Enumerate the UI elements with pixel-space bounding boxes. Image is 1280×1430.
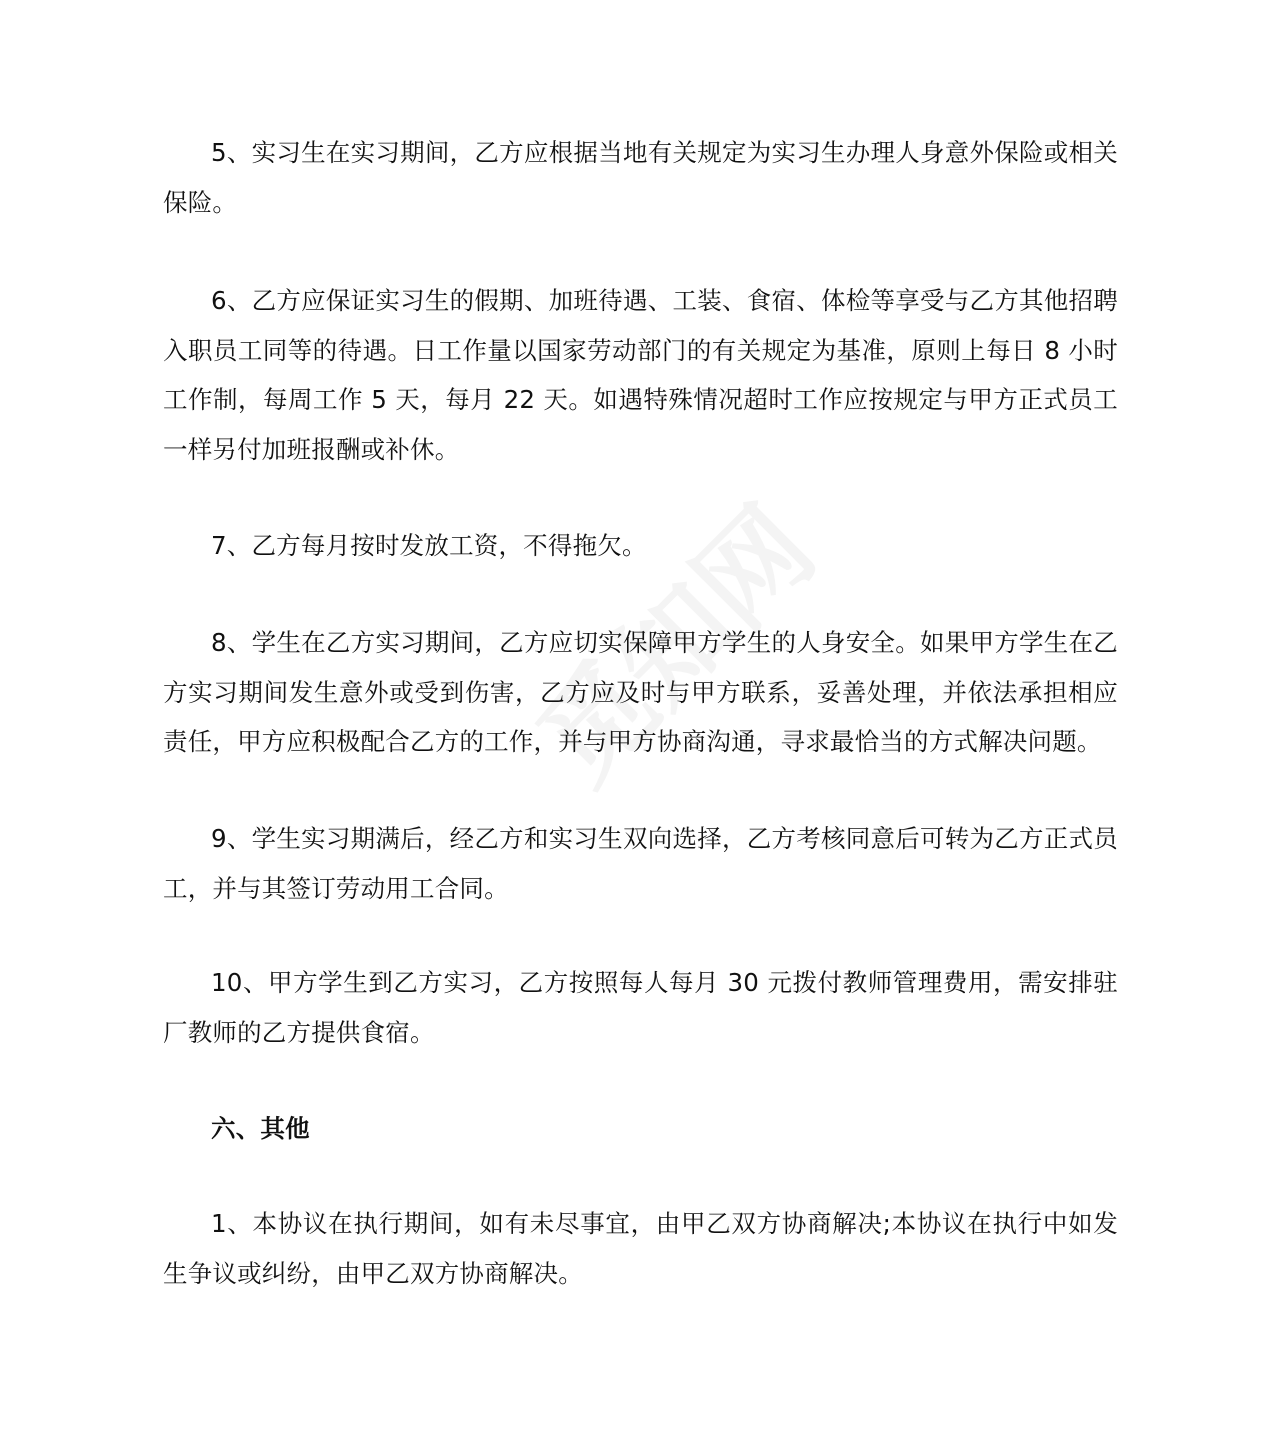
paragraph-10: 10、甲方学生到乙方实习，乙方按照每人每月 30 元拨付教师管理费用，需安排驻厂教师的乙方提供食宿。: [163, 968, 1118, 1047]
paragraph-7: 7、乙方每月按时发放工资，不得拖欠。: [211, 531, 647, 560]
paragraph-6: 6、乙方应保证实习生的假期、加班待遇、工装、食宿、体检等享受与乙方其他招聘入职员工同等的待遇。日工作量以国家劳动部门的有关规定为基准，原则上每日 8 小时工作制，每周工作 5 天，每月 22 天。如遇特殊情况超时工作应按规定与甲方正式员工一样另付加班报酬或补休。: [163, 286, 1118, 464]
paragraph-8: 8、学生在乙方实习期间，乙方应切实保障甲方学生的人身安全。如果甲方学生在乙方实习期间发生意外或受到伤害，乙方应及时与甲方联系，妥善处理，并依法承担相应责任，甲方应积极配合乙方的工作，并与甲方协商沟通，寻求最恰当的方式解决问题。: [163, 628, 1118, 756]
section-heading: 六、其他: [211, 1114, 310, 1143]
paragraph-9: 9、学生实习期满后，经乙方和实习生双向选择，乙方考核同意后可转为乙方正式员工，并与其签订劳动用工合同。: [163, 824, 1118, 903]
section-paragraph-1: 1、本协议在执行期间，如有未尽事宜，由甲乙双方协商解决;本协议在执行中如发生争议或纠纷，由甲乙双方协商解决。: [163, 1209, 1118, 1288]
paragraph-5: 5、实习生在实习期间，乙方应根据当地有关规定为实习生办理人身意外保险或相关保险。: [163, 138, 1118, 217]
